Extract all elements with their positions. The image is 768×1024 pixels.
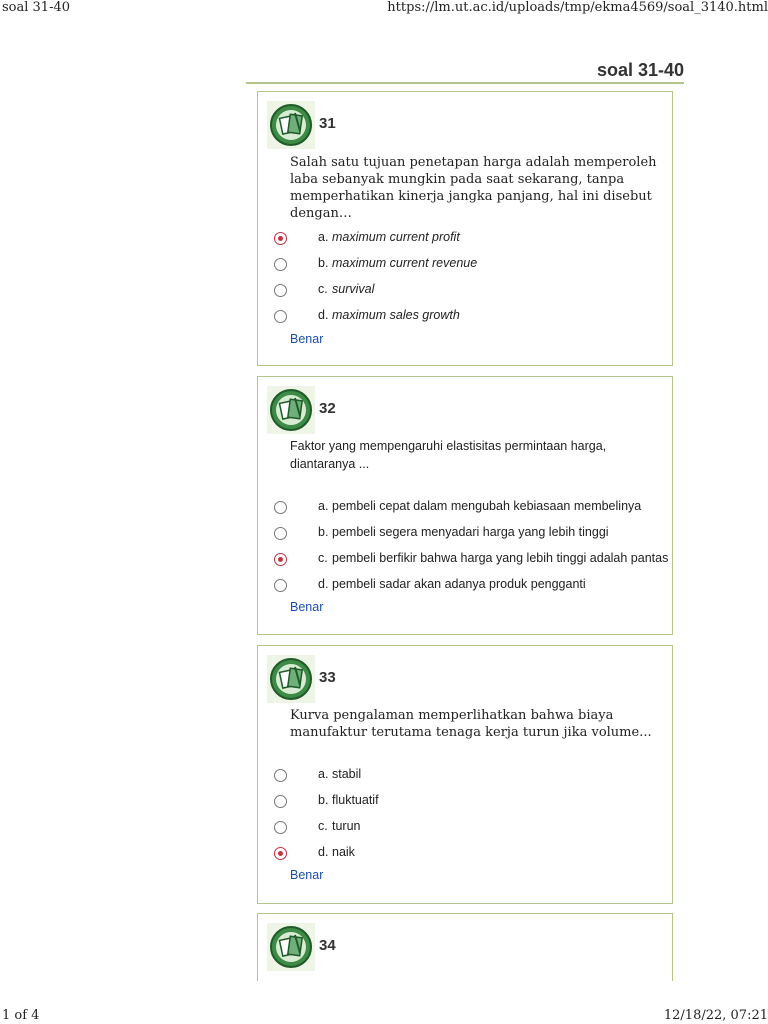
option-d[interactable] [274,308,670,328]
option-text: maximum current profit [332,230,460,244]
radio-unselected[interactable] [274,310,287,323]
option-letter: a. [318,499,329,513]
option-text: fluktuatif [332,793,379,807]
question-card [257,913,673,981]
question-text: Faktor yang mempengaruhi elastisitas permintaan harga, diantaranya ... [290,439,607,471]
feedback-text: Benar [290,868,324,882]
option-b[interactable] [274,256,670,276]
option-text: stabil [332,767,362,781]
option-text: pembeli berfikir bahwa harga yang lebih tinggi adalah pantas [332,551,669,565]
question-book-icon [267,386,315,434]
option-text: turun [332,819,361,833]
question-card [257,91,673,366]
option-letter: d. [318,308,329,322]
question-number: 33 [319,669,336,686]
question-card [257,376,673,635]
option-letter: c. [318,551,328,565]
option-d[interactable] [274,845,670,865]
question-book-icon [267,655,315,703]
feedback-text: Benar [290,332,324,346]
option-c[interactable] [274,282,670,302]
radio-unselected[interactable] [274,821,287,834]
option-a[interactable] [274,767,670,787]
option-letter: c. [318,819,328,833]
print-footer-datetime: 12/18/22, 07:21 [663,1008,768,1023]
option-text: pembeli segera menyadari harga yang lebih tinggi [332,525,609,539]
question-number: 31 [319,115,336,132]
option-letter: b. [318,525,329,539]
question-text: Salah satu tujuan penetapan harga adalah memperoleh laba sebanyak mungkin pada saat sekarang, tanpa memperhatikan kinerja jangka panjang, hal ini disebut dengan… [290,155,657,221]
option-text: maximum sales growth [332,308,460,322]
option-d[interactable] [274,577,670,597]
print-header-title: soal 31-40 [2,0,71,15]
option-b[interactable] [274,525,670,545]
print-header-url: https://lm.ut.ac.id/uploads/tmp/ekma4569/soal_3140.html [387,0,768,15]
option-text: maximum current revenue [332,256,478,270]
option-letter: b. [318,793,329,807]
option-letter: d. [318,577,329,591]
option-letter: b. [318,256,329,270]
option-letter: c. [318,282,328,296]
option-b[interactable] [274,793,670,813]
radio-unselected[interactable] [274,527,287,540]
option-letter: a. [318,230,329,244]
page-title: soal 31-40 [246,60,684,84]
radio-selected[interactable] [274,553,287,566]
option-text: pembeli sadar akan adanya produk pengganti [332,577,586,591]
radio-selected[interactable] [274,847,287,860]
option-text: pembeli cepat dalam mengubah kebiasaan membelinya [332,499,642,513]
radio-unselected[interactable] [274,795,287,808]
radio-unselected[interactable] [274,769,287,782]
question-text: Kurva pengalaman memperlihatkan bahwa biaya manufaktur terutama tenaga kerja turun jika volume... [290,708,652,740]
option-text: naik [332,845,355,859]
option-text: survival [332,282,375,296]
print-footer-page: 1 of 4 [2,1008,40,1023]
option-letter: a. [318,767,329,781]
option-letter: d. [318,845,329,859]
feedback-text: Benar [290,600,324,614]
question-number: 32 [319,400,336,417]
radio-selected[interactable] [274,232,287,245]
radio-unselected[interactable] [274,258,287,271]
question-book-icon [267,101,315,149]
option-c[interactable] [274,551,670,571]
option-c[interactable] [274,819,670,839]
question-number: 34 [319,937,336,954]
option-a[interactable] [274,499,670,519]
radio-unselected[interactable] [274,579,287,592]
radio-unselected[interactable] [274,501,287,514]
radio-unselected[interactable] [274,284,287,297]
question-card [257,645,673,904]
option-a[interactable] [274,230,670,250]
question-book-icon [267,923,315,971]
